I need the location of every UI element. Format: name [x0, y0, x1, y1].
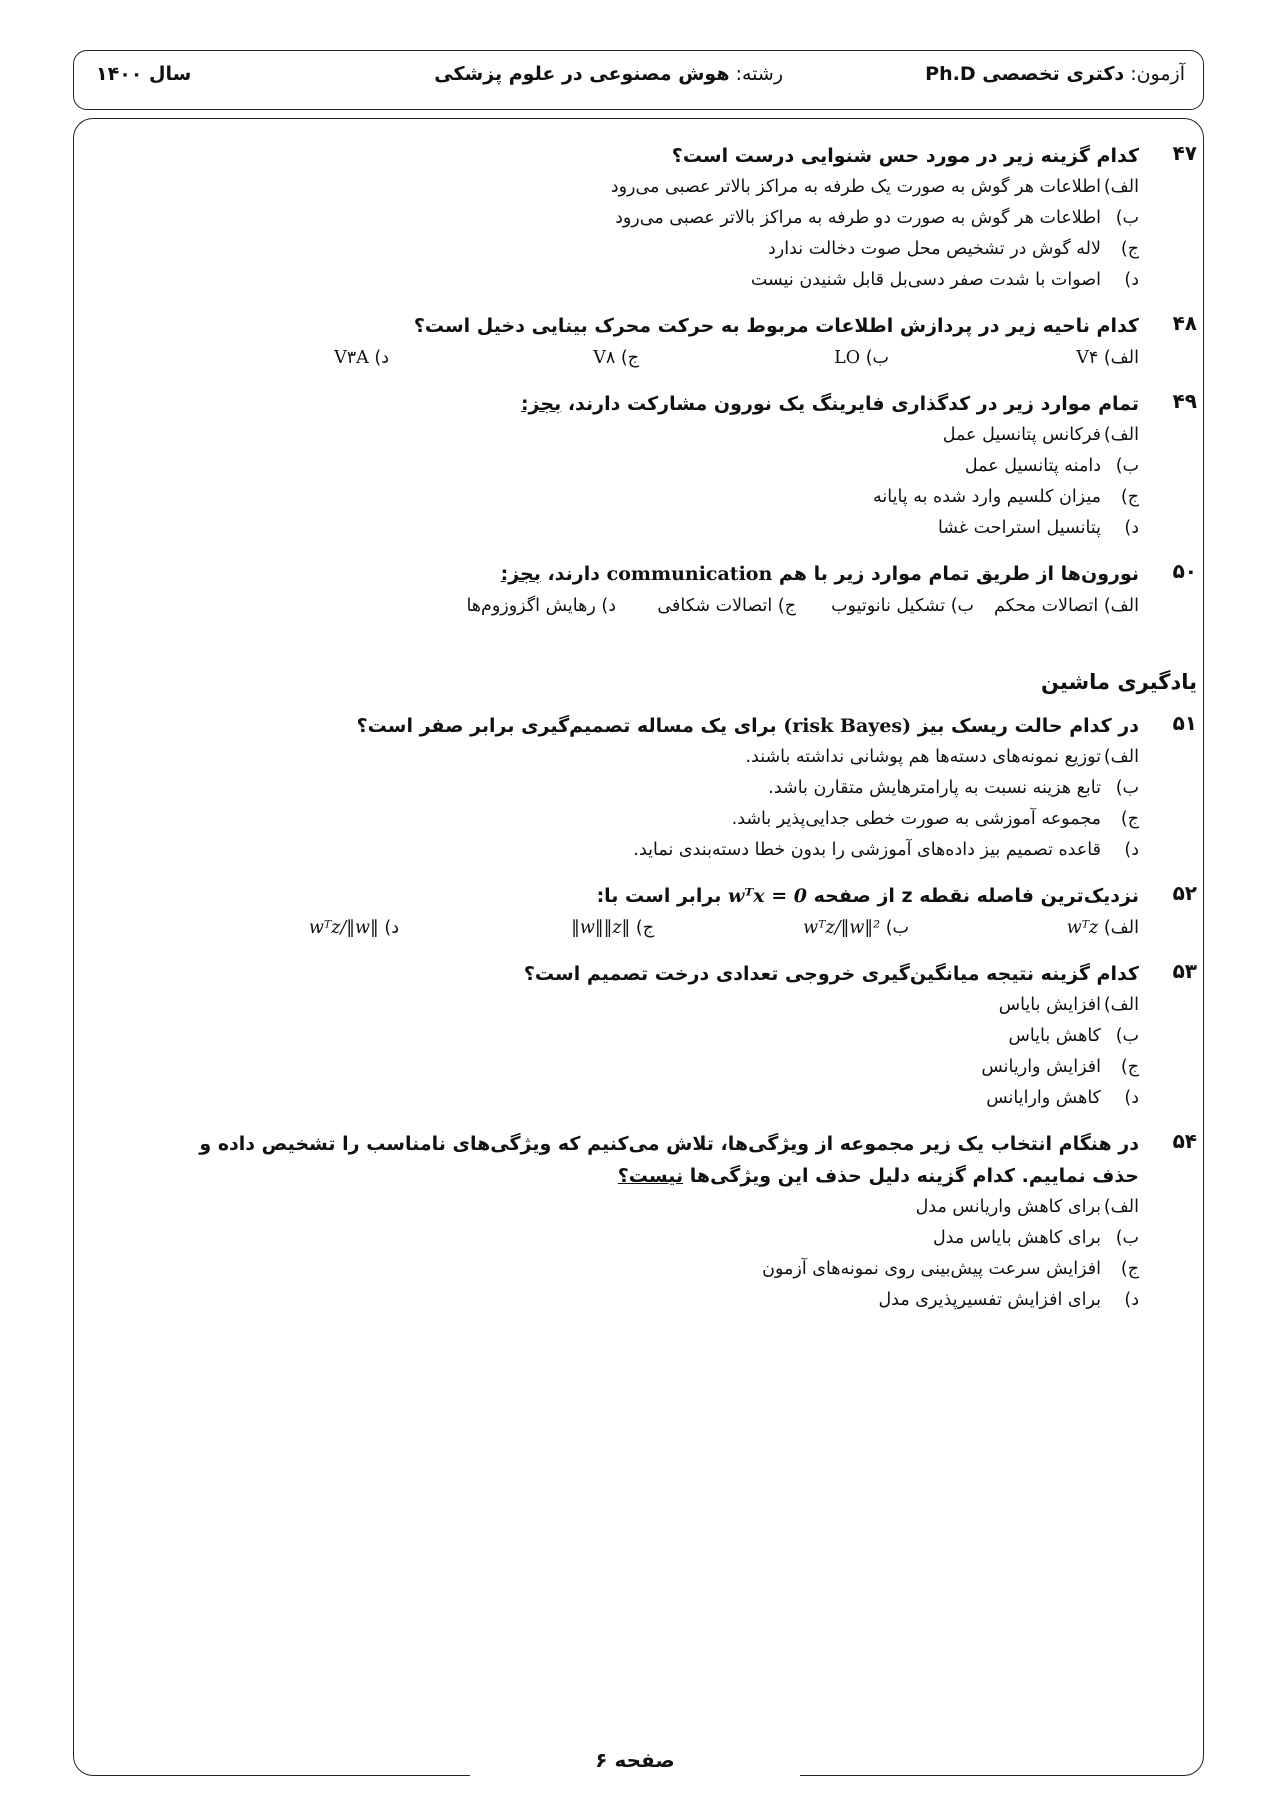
question-text-pre: در کدام حالت ریسک بیز — [917, 715, 1139, 737]
option-label: د) — [384, 918, 399, 938]
except-marker: بجز: — [520, 393, 562, 415]
option-b[interactable] — [639, 342, 889, 374]
option-text: V۸ — [593, 348, 616, 368]
question-text-en: communication — [606, 563, 773, 585]
option-label: د) — [374, 348, 389, 368]
option-text: اتصالات محکم — [994, 596, 1099, 616]
option-text: لاله گوش در تشخیص محل صوت دخالت ندارد — [767, 239, 1101, 259]
option-text: تشکیل نانوتیوب — [831, 596, 946, 616]
option-c[interactable] — [87, 1052, 1139, 1083]
option-label: ب) — [1115, 1026, 1139, 1046]
option-label: ب) — [1115, 456, 1139, 476]
option-label: ب) — [1115, 208, 1139, 228]
question-52 — [87, 880, 1197, 944]
option-a[interactable] — [87, 990, 1139, 1021]
option-text: wᵀz/‖w‖² — [803, 918, 881, 938]
option-b[interactable] — [87, 451, 1139, 482]
option-text: افزایش واریانس — [981, 1057, 1101, 1077]
options-row — [87, 912, 1139, 944]
option-c[interactable] — [87, 482, 1139, 513]
option-text: رهایش اگزوزوم‌ها — [466, 596, 596, 616]
option-label: د) — [1124, 1088, 1139, 1108]
option-d[interactable] — [87, 1285, 1139, 1316]
question-49 — [87, 388, 1197, 544]
question-text — [87, 388, 1139, 420]
option-text: V۴ — [1076, 348, 1099, 368]
exam-info — [925, 63, 1185, 85]
question-53 — [87, 958, 1197, 1114]
question-text-pre: نزدیک‌ترین فاصله نقطه z از صفحه — [813, 885, 1139, 907]
question-text — [87, 558, 1139, 590]
option-d[interactable] — [87, 1083, 1139, 1114]
option-label: د) — [1124, 1290, 1139, 1310]
field-label: رشته: — [735, 63, 783, 85]
options-row — [87, 590, 1139, 622]
option-b[interactable] — [654, 912, 909, 944]
option-label: الف) — [1103, 747, 1139, 767]
question-text: کدام گزینه زیر در مورد حس شنوایی درست است؟ — [671, 145, 1139, 167]
question-number: ۵۲ — [1172, 881, 1197, 905]
option-label: د) — [1124, 518, 1139, 538]
page-number: صفحه ۶ — [595, 1748, 675, 1772]
option-label: ج) — [1120, 487, 1139, 507]
option-a[interactable] — [974, 590, 1139, 622]
options-row — [87, 342, 1139, 374]
question-48 — [87, 310, 1197, 374]
question-text-post: برابر است با: — [596, 885, 722, 907]
option-label: ب) — [950, 596, 974, 616]
option-text: ‖w‖‖z‖ — [571, 918, 631, 938]
field-value: هوش مصنوعی در علوم پزشکی — [434, 63, 730, 85]
question-text: کدام ناحیه زیر در پردازش اطلاعات مربوط به حرکت محرک بینایی دخیل است؟ — [413, 315, 1139, 337]
option-label: د) — [601, 596, 616, 616]
question-text — [87, 710, 1139, 742]
option-c[interactable] — [87, 804, 1139, 835]
option-label: ب) — [865, 348, 889, 368]
question-text-post: برای یک مساله تصمیم‌گیری برابر صفر است؟ — [356, 715, 777, 737]
negation-marker: نیست؟ — [617, 1165, 684, 1187]
option-text: LO — [834, 348, 861, 368]
question-number: ۵۴ — [1172, 1129, 1197, 1153]
field-info — [434, 63, 783, 85]
question-50 — [87, 558, 1197, 622]
option-text: اطلاعات هر گوش به صورت یک طرفه به مراکز بالاتر عصبی می‌رود — [610, 177, 1101, 197]
option-text: میزان کلسیم وارد شده به پایانه — [873, 487, 1101, 507]
option-label: ب) — [1115, 778, 1139, 798]
exam-year: سال ۱۴۰۰ — [96, 63, 192, 85]
option-label: الف) — [1103, 425, 1139, 445]
option-label: الف) — [1103, 918, 1139, 938]
option-text: پتانسیل استراحت غشا — [937, 518, 1101, 538]
option-d[interactable] — [199, 912, 399, 944]
option-a[interactable] — [87, 1192, 1139, 1223]
option-label: ج) — [1120, 809, 1139, 829]
option-text: قاعده تصمیم بیز داده‌های آموزشی را بدون خطا دسته‌بندی نماید. — [633, 840, 1101, 860]
option-label: ج) — [635, 918, 654, 938]
option-text: فرکانس پتانسیل عمل — [942, 425, 1101, 445]
question-number: ۴۸ — [1172, 311, 1197, 335]
option-a[interactable] — [87, 172, 1139, 203]
option-b[interactable] — [796, 590, 974, 622]
option-d[interactable] — [87, 835, 1139, 866]
question-47 — [87, 140, 1197, 296]
exam-label: آزمون: — [1130, 63, 1185, 85]
option-d[interactable] — [87, 265, 1139, 296]
option-d[interactable] — [416, 590, 616, 622]
option-label: د) — [1124, 840, 1139, 860]
plane-equation: wᵀx = 0 — [728, 885, 807, 907]
question-number: ۵۰ — [1172, 559, 1197, 583]
option-c[interactable] — [399, 912, 654, 944]
questions-content — [87, 140, 1197, 1330]
question-number: ۵۱ — [1172, 711, 1197, 735]
option-b[interactable] — [87, 203, 1139, 234]
option-c[interactable] — [389, 342, 639, 374]
page-footer — [470, 1748, 800, 1778]
option-label: الف) — [1103, 1197, 1139, 1217]
option-text: wᵀz/‖w‖ — [308, 918, 379, 938]
option-label: الف) — [1103, 596, 1139, 616]
option-text: افزایش بایاس — [998, 995, 1101, 1015]
option-b[interactable] — [87, 1021, 1139, 1052]
option-d[interactable] — [139, 342, 389, 374]
option-label: ج) — [1120, 1259, 1139, 1279]
option-text: تابع هزینه نسبت به پارامترهایش متقارن باشد. — [768, 778, 1101, 798]
option-label: الف) — [1103, 177, 1139, 197]
option-text: اطلاعات هر گوش به صورت دو طرفه به مراکز بالاتر عصبی می‌رود — [615, 208, 1101, 228]
option-text: کاهش وارایانس — [986, 1088, 1101, 1108]
question-number: ۵۳ — [1172, 959, 1197, 983]
question-text-line1: در هنگام انتخاب یک زیر مجموعه از ویژگی‌ها، تلاش می‌کنیم که ویژگی‌های نامناسب را تشخیص داده و — [199, 1133, 1139, 1155]
option-d[interactable] — [87, 513, 1139, 544]
option-label: ج) — [620, 348, 639, 368]
option-a[interactable] — [87, 420, 1139, 451]
option-a[interactable] — [909, 912, 1139, 944]
option-text: wᵀz — [1066, 918, 1099, 938]
question-text: کدام گزینه نتیجه میانگین‌گیری خروجی تعدادی درخت تصمیم است؟ — [523, 963, 1139, 985]
exam-header — [73, 50, 1204, 110]
question-text-pre: نورون‌ها از طریق تمام موارد زیر با هم — [778, 563, 1139, 585]
question-54 — [87, 1128, 1197, 1316]
option-label: ج) — [1120, 1057, 1139, 1077]
option-label: الف) — [1103, 348, 1139, 368]
option-text: برای کاهش واریانس مدل — [915, 1197, 1101, 1217]
option-label: د) — [1124, 270, 1139, 290]
option-label: ب) — [1115, 1228, 1139, 1248]
option-text: دامنه پتانسیل عمل — [964, 456, 1101, 476]
question-text-main: تمام موارد زیر در کدگذاری فایرینگ یک نورون مشارکت دارند، — [567, 393, 1139, 415]
option-b[interactable] — [87, 773, 1139, 804]
option-label: ب) — [885, 918, 909, 938]
option-text: برای افزایش تفسیرپذیری مدل — [878, 1290, 1101, 1310]
question-text-line2 — [87, 1160, 1139, 1192]
option-a[interactable] — [889, 342, 1139, 374]
option-label: ج) — [777, 596, 796, 616]
question-text-en: (risk Bayes) — [783, 715, 912, 737]
option-text: اصوات با شدت صفر دسی‌بل قابل شنیدن نیست — [750, 270, 1101, 290]
option-label: ج) — [1120, 239, 1139, 259]
question-number: ۴۷ — [1172, 141, 1197, 165]
option-c[interactable] — [87, 234, 1139, 265]
option-text: برای کاهش بایاس مدل — [932, 1228, 1101, 1248]
option-a[interactable] — [87, 742, 1139, 773]
question-51 — [87, 710, 1197, 866]
option-text: مجموعه آموزشی به صورت خطی جدایی‌پذیر باشد. — [731, 809, 1101, 829]
question-text — [87, 880, 1139, 912]
question-number: ۴۹ — [1172, 389, 1197, 413]
option-c[interactable] — [616, 590, 796, 622]
option-text: توزیع نمونه‌های دسته‌ها هم پوشانی نداشته باشند. — [745, 747, 1101, 767]
option-text: کاهش بایاس — [1008, 1026, 1101, 1046]
question-text-pre: حذف نماییم. کدام گزینه دلیل حذف این ویژگی‌ها — [689, 1165, 1139, 1187]
question-text-post: دارند، — [547, 563, 600, 585]
option-label: الف) — [1103, 995, 1139, 1015]
option-b[interactable] — [87, 1223, 1139, 1254]
option-text: V۳A — [334, 348, 369, 368]
section-title: یادگیری ماشین — [1041, 670, 1197, 694]
option-text: افزایش سرعت پیش‌بینی روی نمونه‌های آزمون — [762, 1259, 1101, 1279]
option-text: اتصالات شکافی — [657, 596, 773, 616]
except-marker: بجز: — [500, 563, 541, 585]
exam-value: دکتری تخصصی Ph.D — [925, 63, 1125, 85]
option-c[interactable] — [87, 1254, 1139, 1285]
